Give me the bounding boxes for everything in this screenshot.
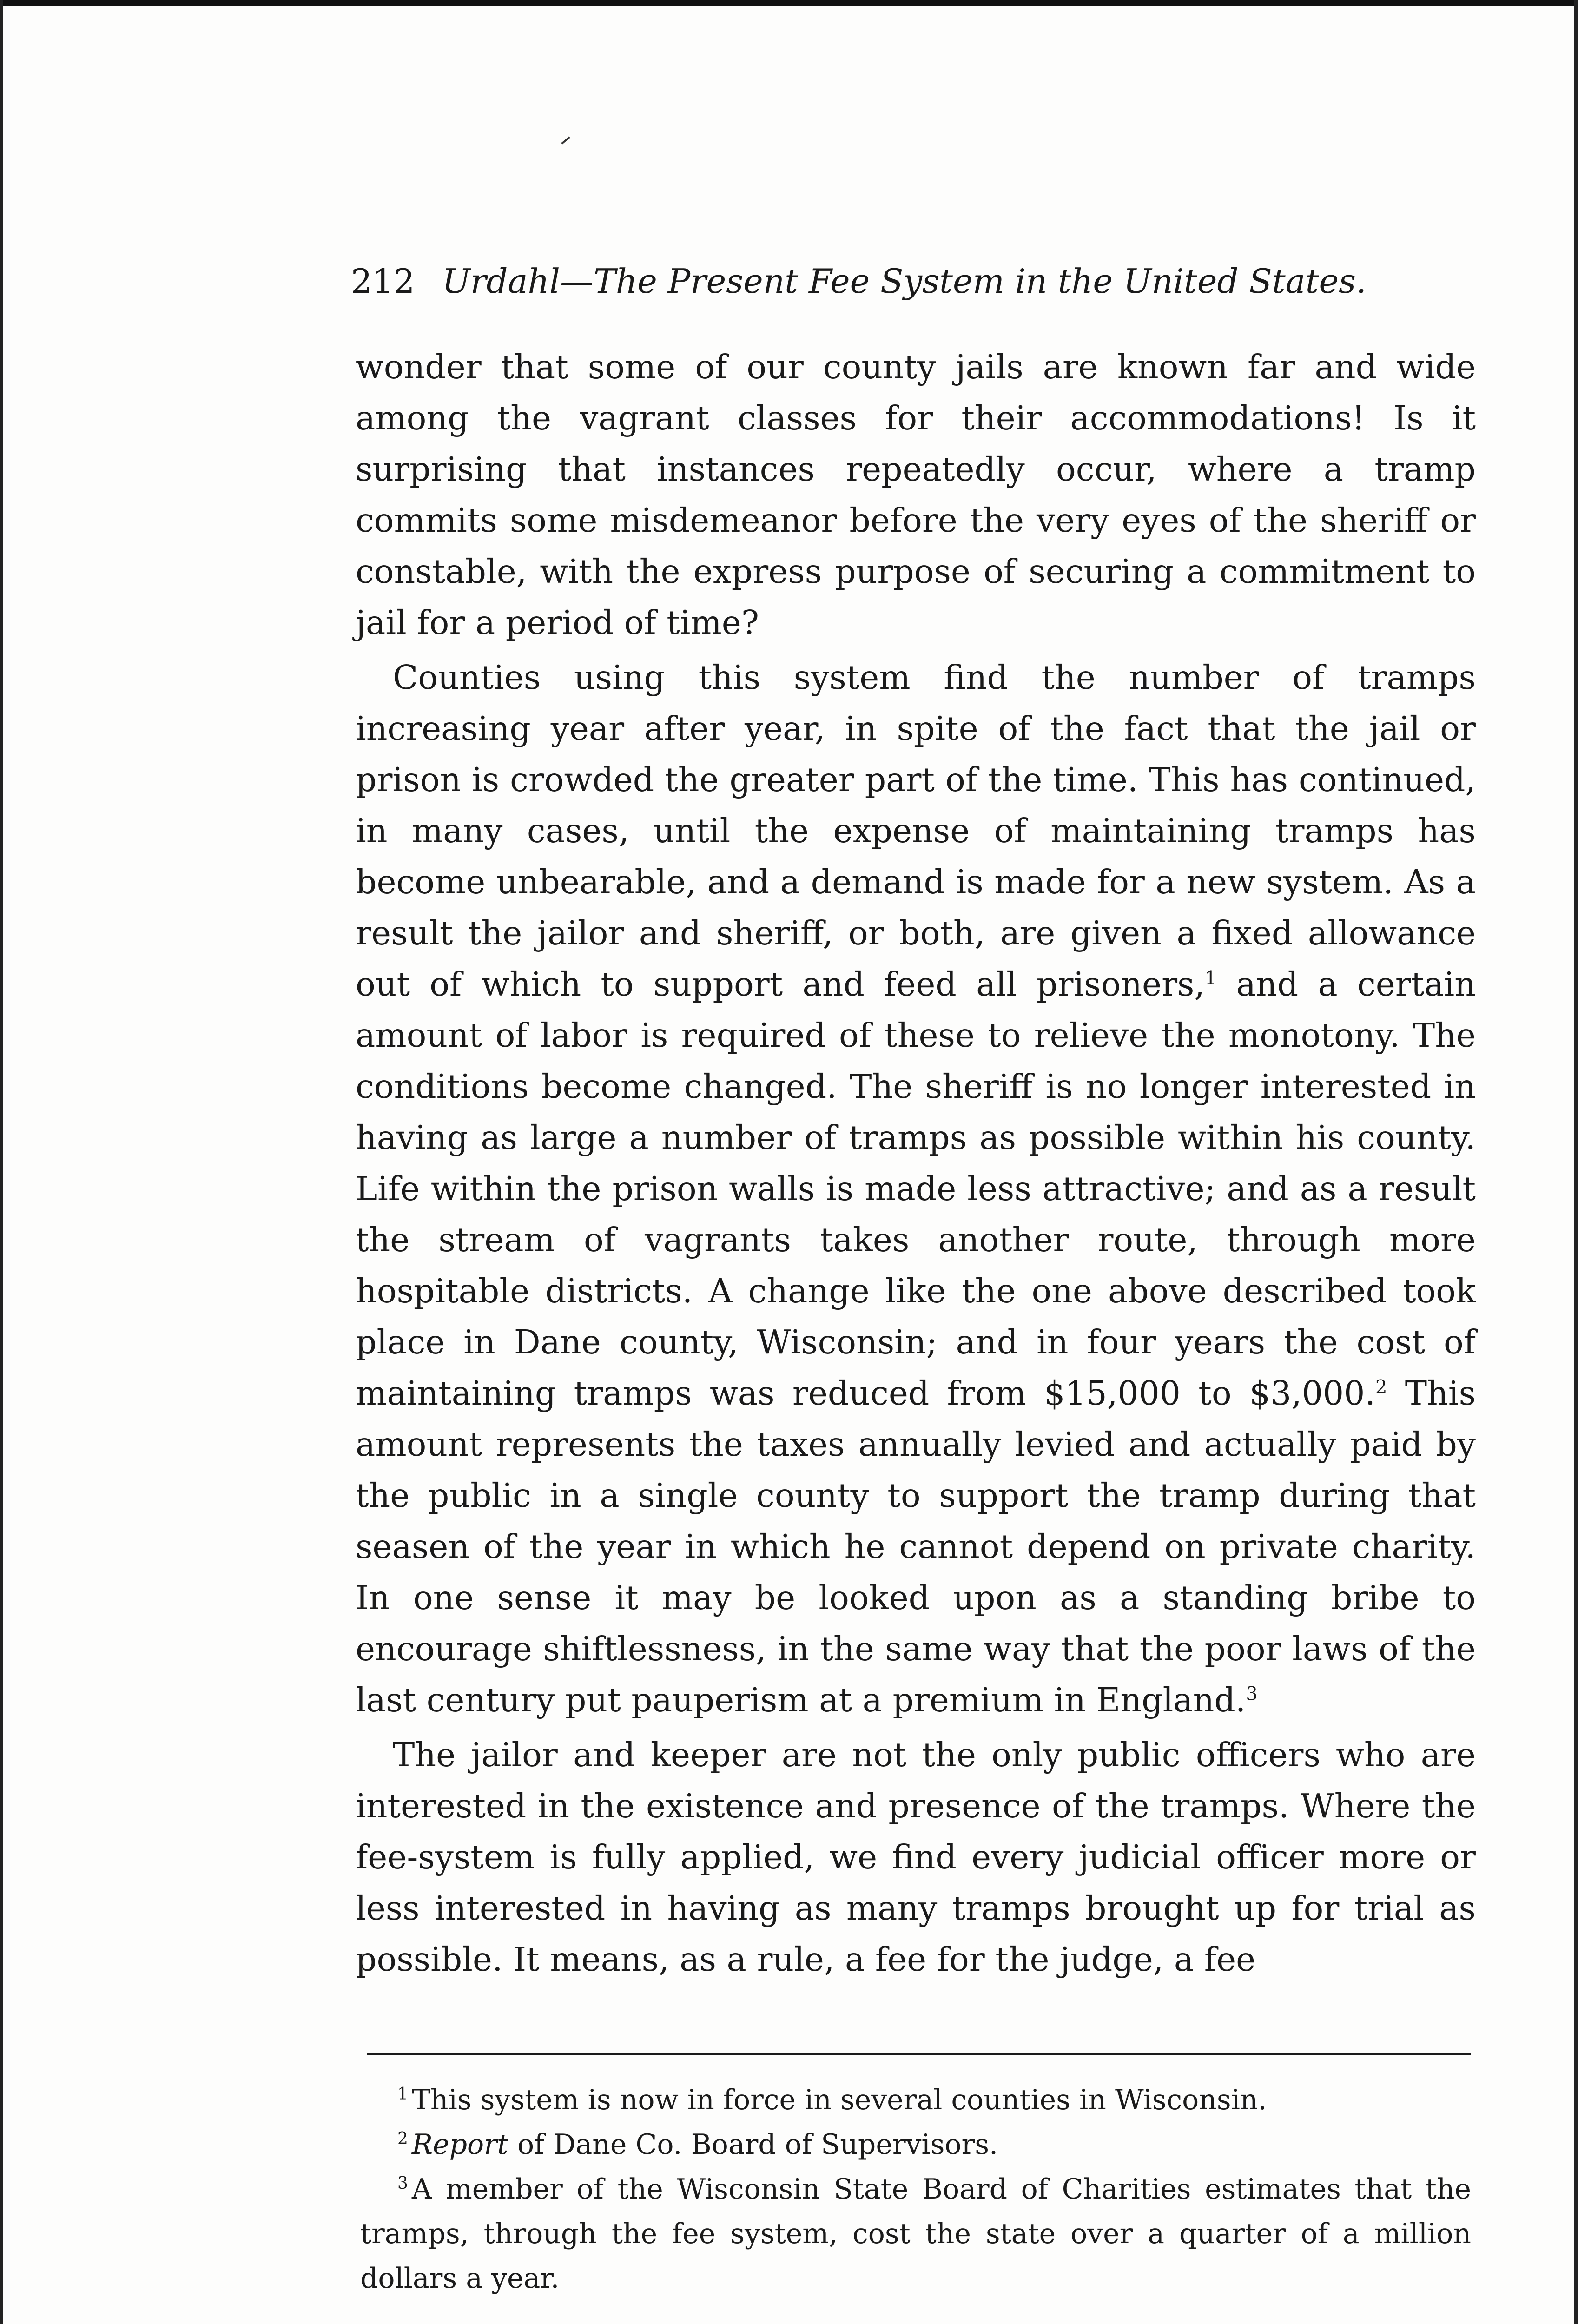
footnote-2-italic: Report: [411, 2128, 508, 2161]
footnote-ref-2: 2: [1375, 1376, 1387, 1398]
footnote-1-text: This system is now in force in several counties in Wisconsin.: [411, 2084, 1267, 2116]
footnote-2-text: of Dane Co. Board of Supervisors.: [508, 2128, 998, 2161]
footnotes: [360, 2078, 1471, 2301]
scan-top-edge: [0, 0, 1578, 6]
footnote-3: [360, 2167, 1471, 2301]
scan-right-edge: [1574, 0, 1578, 2324]
paragraph-3: The jailor and keeper are not the only public officers who are interested in the existence and presence of the tramps. Where the fee-system is fully applied, we find every judicial officer more or less interested in having as many tramps brought up for trial as possible. It means, as a rule, a fee for the judge, a fee: [356, 1736, 1476, 1979]
stray-ink-mark: [561, 136, 570, 144]
paragraph-1: wonder that some of our county jails are known far and wide among the vagrant classes for their accommodations! Is it surprising that instances repeatedly occur, where a tramp commits some misdemeanor before the very eyes of the sheriff or constable, with the express purpose of securing a commitment to jail for a period of time?: [356, 348, 1476, 642]
paragraph-2-part-a: Counties using this system find the number of tramps increasing year after year, in spite of the fact that the jail or prison is crowded the greater part of the time. This has continued, in many cases, until the expense of maintaining tramps has become unbearable, and a demand is made for a new system. As a result the jailor and sheriff, or both, are given a fixed allowance out of which to support and feed all prisoners,: [356, 658, 1476, 1004]
footnote-2: [360, 2122, 1471, 2167]
scan-left-edge: [0, 0, 3, 2324]
body-text: [356, 342, 1476, 1985]
footnote-1: [360, 2078, 1471, 2122]
footnote-3-mark: 3: [397, 2174, 408, 2193]
paragraph-2-part-b: and a certain amount of labor is required of these to relieve the monotony. The conditions become changed. The sheriff is no longer interested in having as large a number of tramps as possible within his county. Life within the prison walls is made less attractive; and as a result the stream of vagrants takes another route, through more hospitable districts. A change like the one above described took place in Dane county, Wisconsin; and in four years the cost of maintaining tramps was reduced from $15,000 to $3,000.: [356, 965, 1476, 1413]
paragraph-2-part-c: This amount represents the taxes annually levied and actually paid by the public in a single county to support the tramp during that seasen of the year in which he cannot depend on private charity. In one sense it may be looked upon as a standing bribe to encourage shiftlessness, in the same way that the poor laws of the last century put pauperism at a premium in England.: [356, 1374, 1476, 1719]
footnote-2-mark: 2: [397, 2129, 408, 2148]
page-number: 212: [351, 262, 415, 301]
footnote-ref-3: 3: [1246, 1683, 1258, 1705]
footnote-1-mark: 1: [397, 2085, 408, 2104]
paragraph-2: [356, 652, 1476, 1726]
footnote-3-text: A member of the Wisconsin State Board of Charities estimates that the tramps, through the fee system, cost the state over a quarter of a million dollars a year.: [360, 2173, 1471, 2295]
footnote-ref-1: 1: [1205, 967, 1217, 989]
footnote-divider: [367, 2053, 1471, 2055]
running-header: [351, 258, 1480, 304]
running-title: Urdahl—The Present Fee System in the United States.: [442, 262, 1367, 301]
